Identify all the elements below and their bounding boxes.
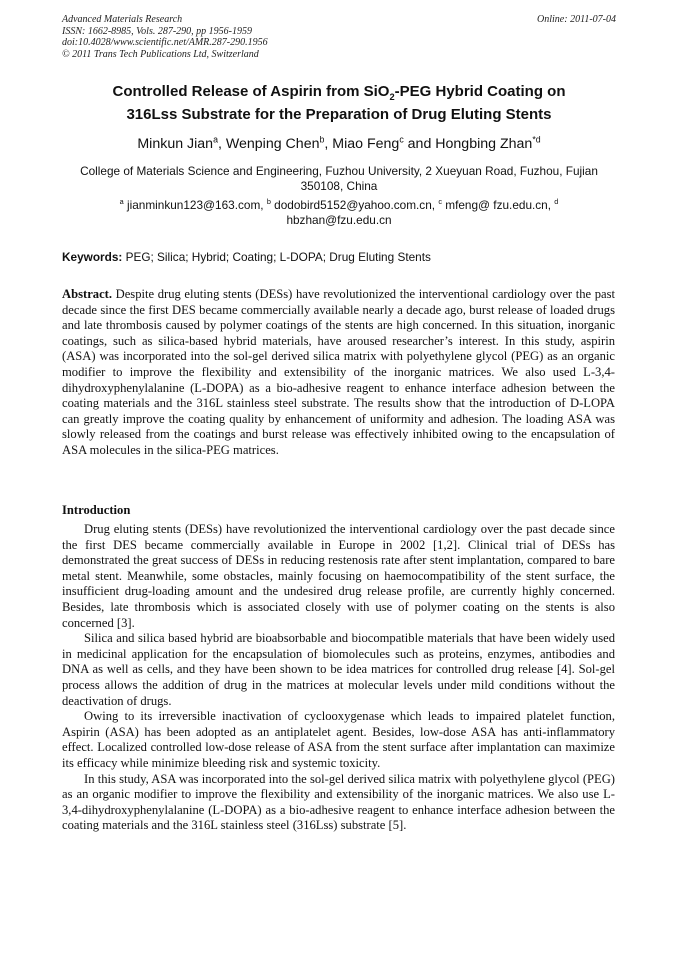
author-sup: c xyxy=(399,134,404,145)
email-link[interactable]: hbzhan@fzu.edu.cn xyxy=(286,213,392,227)
paragraph: Silica and silica based hybrid are bioabsorbable and biocompatible materials that have been widely used in medicinal application for the encapsulation of biomolecules such as proteins, enzymes, antibodies and DNA as well as cells, and they have been shown to be idea matrices for controlled drug release [4]. Sol-gel process allows the addition of drug in the matrices at molecular levels under mild conditions without the deactivation of drugs. xyxy=(62,631,615,708)
paragraph: Owing to its irreversible inactivation of cyclooxygenase which leads to impaired platelet function, Aspirin (ASA) has been adopted as an antiplatelet agent. Besides, low-dose ASA has anti-inflammatory effect. Localized controlled low-dose release of ASA from the stent surface after implantation can maximize its efficacy while minimize bleeding risk and systemic toxicity. xyxy=(62,709,615,770)
title-line-2: 316Lss Substrate for the Preparation of Drug Eluting Stents xyxy=(126,106,552,123)
author-emails: $^a$ jianminkun123@163.com, $^b$ dodobird5152@yahoo.com.cn, $^c$ mfeng@ fzu.edu.cn, $^d$ hbzhan@fzu.edu.cn xyxy=(119,197,559,227)
email-link[interactable]: dodobird5152@yahoo.com.cn, xyxy=(270,198,439,212)
paper-title xyxy=(62,80,616,126)
keywords-label: Keywords: xyxy=(62,250,123,264)
doi-line: doi:10.4028/www.scientific.net/AMR.287-290.1956 xyxy=(62,37,268,48)
keywords xyxy=(62,250,616,264)
affiliation: College of Materials Science and Engineering, Fuzhou University, 2 Xueyuan Road, Fuzhou, Fujian 350108, China xyxy=(80,164,598,193)
copyright-line: © 2011 Trans Tech Publications Ltd, Switzerland xyxy=(62,48,259,60)
abstract xyxy=(62,287,615,459)
introduction-body xyxy=(62,522,615,834)
author-list: Minkun Jian$^a$, Wenping Chen$^b$, Miao Feng$^c$ and Hongbing Zhan$^{*d}$ xyxy=(137,134,541,152)
author-name: Wenping Chen xyxy=(225,136,320,152)
journal-name: Advanced Materials Research xyxy=(62,14,183,25)
abstract-text: Despite drug eluting stents (DESs) have revolutionized the interventional cardiology over the past decade since the first DES became commercially available nearly a decade ago, burst release of loaded drugs and late thrombosis caused by polymer coatings of the stents are high concerned. In this situation, inorganic coatings, such as silica-based hybrid materials, have aroused researcher’s interest. In this study, aspirin (ASA) was incorporated into the sol-gel derived silica matrix with polyethylene glycol (PEG) as an organic modifier to improve the flexibility and extensibility of the inorganic matrices. We also used L-3,4-dihydroxyphenylalanine (L-DOPA) as a bio-adhesive reagent to enhance interface adhesion between the coating materials and the 316L stainless steel substrate. The results show that the introduction of D-LOPA can greatly improve the coating quality by enhancement of uniformity and adhesion. The loading ASA was slowly released from the coatings and burst release was effectively inhibited owing to the encapsulation of ASA molecules in the silica-PEG matrices. xyxy=(62,287,615,457)
author-sup: b xyxy=(319,134,325,145)
keywords-text: PEG; Silica; Hybrid; Coating; L-DOPA; Drug Eluting Stents xyxy=(122,250,431,264)
title-line-1: Controlled Release of Aspirin from SiO$_2$-PEG Hybrid Coating on xyxy=(112,83,566,102)
paragraph: In this study, ASA was incorporated into the sol-gel derived silica matrix with polyethylene glycol (PEG) as an organic modifier to improve the flexibility and extensibility of the inorganic matrices. We also use L-3,4-dihydroxyphenylalanine (L-DOPA) as a bio-adhesive reagent to enhance interface adhesion between the coating materials and the 316L stainless steel (316Lss) substrate [5]. xyxy=(62,771,615,833)
section-heading: Introduction xyxy=(62,503,131,517)
author-name: Hongbing Zhan xyxy=(435,136,533,152)
paragraph: Drug eluting stents (DESs) have revolutionized the interventional cardiology over the past decade since the first DES became commercially available in Europe in 2002 [1,2]. Clinical trial of DESs has demonstrated the great success of DESs in reducing restenosis rate after stent implantation, compared to bare metal stent. Meanwhile, some obstacles, mainly focusing on haemocompatibility of the stent surface, the insufficient drug-loading amount and the undesired drug release profile, are currently highly concerned. Besides, late thrombosis which is associated closely with use of polymer coating on the stents is also concerned [3]. xyxy=(62,522,615,630)
email-link[interactable]: jianminkun123@163.com, xyxy=(123,198,267,212)
author-name: Minkun Jian xyxy=(137,136,214,152)
journal-header xyxy=(62,14,616,60)
author-sup: a xyxy=(213,134,218,145)
abstract-label: Abstract. xyxy=(62,287,113,301)
author-sup: *d xyxy=(532,134,541,145)
author-name: Miao Feng xyxy=(332,136,400,152)
issn-line: ISSN: 1662-8985, Vols. 287-290, pp 1956-1959 xyxy=(62,25,252,37)
email-link[interactable]: mfeng@ fzu.edu.cn, xyxy=(441,198,555,212)
online-date: Online: 2011-07-04 xyxy=(537,14,616,25)
